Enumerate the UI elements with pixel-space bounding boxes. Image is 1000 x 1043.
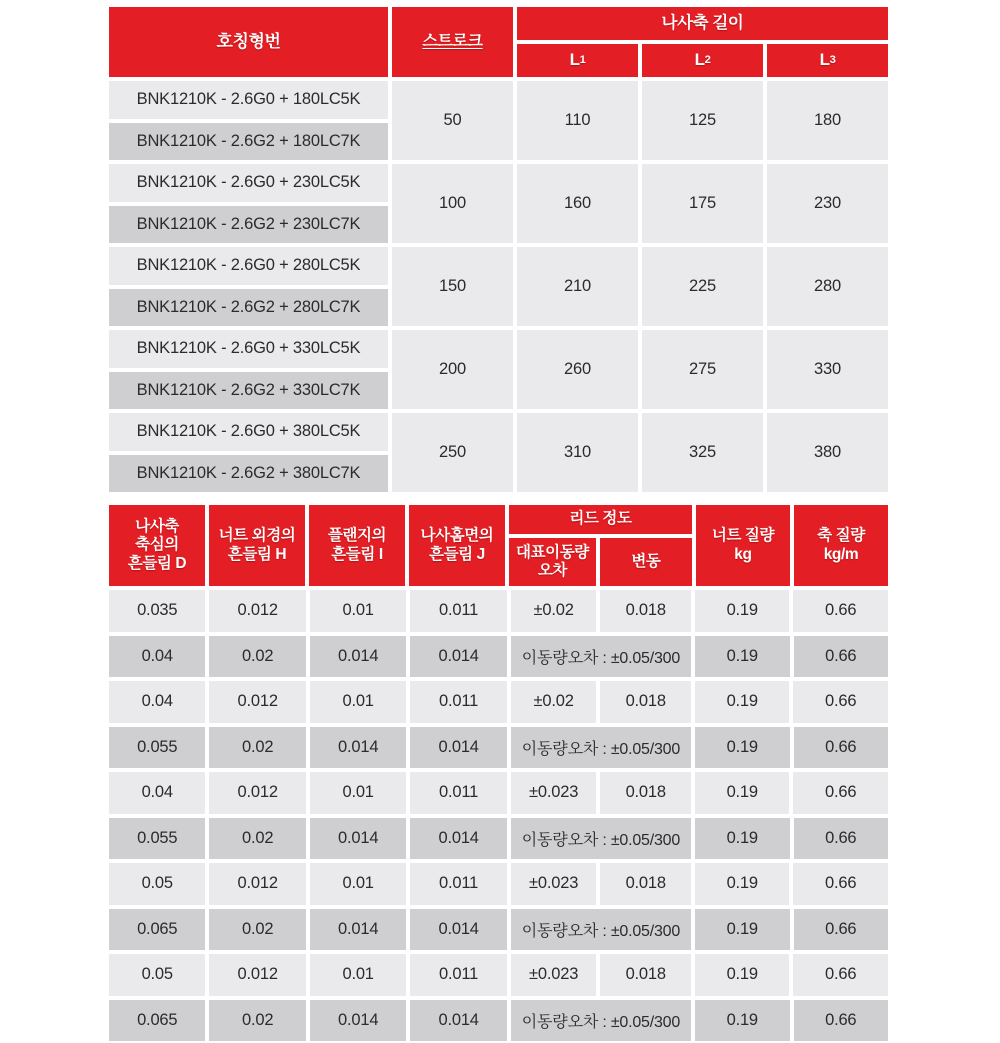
header-variation: 변동 xyxy=(598,536,694,588)
thread-face-runout-j-value: 0.011 xyxy=(408,861,508,907)
nut-od-runout-h-value: 0.02 xyxy=(207,816,307,862)
table2-body xyxy=(107,588,890,1043)
header-l1-base: L xyxy=(570,50,580,70)
l2-value: 325 xyxy=(640,411,765,494)
thread-face-runout-j-value: 0.011 xyxy=(408,770,508,816)
shaft-runout-d-value: 0.055 xyxy=(107,816,207,862)
model-name: BNK1210K - 2.6G2 + 280LC7K xyxy=(107,287,390,329)
shaft-mass-value: 0.66 xyxy=(791,952,889,998)
shaft-runout-d-value: 0.065 xyxy=(107,998,207,1043)
shaft-runout-d-value: 0.035 xyxy=(107,588,207,634)
header-nut-mass-line2: kg xyxy=(712,546,774,564)
lead-accuracy-note: 이동량오차 : ±0.05/300 xyxy=(509,907,693,953)
l2-value: 125 xyxy=(640,79,765,162)
nut-mass-value: 0.19 xyxy=(693,679,791,725)
shaft-mass-value: 0.66 xyxy=(792,816,891,862)
header-shaft-runout-d-line3: 흔들림 D xyxy=(128,555,186,573)
l1-value: 110 xyxy=(515,79,640,162)
accuracy-and-mass-table xyxy=(107,503,890,1043)
header-l2 xyxy=(640,42,765,79)
table-row-group xyxy=(107,328,890,411)
lead-accuracy-note: 이동량오차 : ±0.05/300 xyxy=(509,816,693,862)
header-shaft-length-block xyxy=(515,5,890,79)
shaft-runout-d-value: 0.065 xyxy=(107,907,207,953)
model-name-stack xyxy=(107,245,390,328)
shaft-runout-d-value: 0.04 xyxy=(107,770,207,816)
model-name-stack xyxy=(107,411,390,494)
model-name: BNK1210K - 2.6G2 + 230LC7K xyxy=(107,204,390,246)
flange-runout-i-value: 0.014 xyxy=(308,816,408,862)
nut-od-runout-h-value: 0.012 xyxy=(207,679,307,725)
l3-value: 230 xyxy=(765,162,890,245)
table2-header-row xyxy=(107,503,890,588)
table-row xyxy=(107,861,890,907)
header-shaft-length-group: 나사축 길이 xyxy=(515,5,890,42)
flange-runout-i-value: 0.014 xyxy=(308,907,408,953)
table-row xyxy=(107,770,890,816)
shaft-runout-d-value: 0.05 xyxy=(107,952,207,998)
thread-face-runout-j-value: 0.011 xyxy=(408,588,508,634)
table-row xyxy=(107,907,890,953)
shaft-mass-value: 0.66 xyxy=(791,588,889,634)
representative-travel-error-value: ±0.023 xyxy=(509,861,599,907)
nut-mass-value: 0.19 xyxy=(693,952,791,998)
header-nut-od-h-line2: 흔들림 H xyxy=(219,546,296,564)
variation-value: 0.018 xyxy=(598,952,693,998)
thread-face-runout-j-value: 0.014 xyxy=(408,907,508,953)
model-name: BNK1210K - 2.6G0 + 280LC5K xyxy=(107,245,390,287)
header-shaft-runout-d-line1: 나사축 xyxy=(128,518,186,536)
header-shaft-mass xyxy=(792,503,890,588)
variation-value: 0.018 xyxy=(598,861,693,907)
header-l3-base: L xyxy=(820,50,830,70)
model-name-stack xyxy=(107,79,390,162)
lead-accuracy-note: 이동량오차 : ±0.05/300 xyxy=(509,634,693,680)
l2-value: 275 xyxy=(640,328,765,411)
l2-value: 175 xyxy=(640,162,765,245)
shaft-length-table xyxy=(107,5,890,494)
model-name: BNK1210K - 2.6G0 + 230LC5K xyxy=(107,162,390,204)
header-nut-od-h-line1: 너트 외경의 xyxy=(219,527,296,545)
nut-od-runout-h-value: 0.012 xyxy=(207,861,307,907)
representative-travel-error-value: ±0.02 xyxy=(509,588,599,634)
header-l1 xyxy=(515,42,640,79)
stroke-value: 100 xyxy=(390,162,515,245)
header-flange-runout-i-line2: 흔들림 I xyxy=(328,546,386,564)
table-row-group xyxy=(107,162,890,245)
l3-value: 330 xyxy=(765,328,890,411)
flange-runout-i-value: 0.014 xyxy=(308,634,408,680)
header-representative-travel-line2: 오차 xyxy=(516,562,589,580)
header-shaft-mass-line2: kg/m xyxy=(817,546,865,564)
nut-mass-value: 0.19 xyxy=(693,634,792,680)
model-name: BNK1210K - 2.6G0 + 330LC5K xyxy=(107,328,390,370)
shaft-mass-value: 0.66 xyxy=(791,861,889,907)
l1-value: 260 xyxy=(515,328,640,411)
flange-runout-i-value: 0.01 xyxy=(308,770,408,816)
table-row xyxy=(107,952,890,998)
shaft-mass-value: 0.66 xyxy=(792,907,891,953)
table-row-group xyxy=(107,245,890,328)
thread-face-runout-j-value: 0.014 xyxy=(408,634,508,680)
nut-mass-value: 0.19 xyxy=(693,816,792,862)
table-row xyxy=(107,816,890,862)
header-lead-accuracy-group: 리드 정도 xyxy=(507,503,694,536)
table-row xyxy=(107,634,890,680)
header-l3 xyxy=(765,42,890,79)
header-l2-base: L xyxy=(695,50,705,70)
flange-runout-i-value: 0.01 xyxy=(308,588,408,634)
flange-runout-i-value: 0.014 xyxy=(308,998,408,1043)
l3-value: 280 xyxy=(765,245,890,328)
stroke-value: 150 xyxy=(390,245,515,328)
header-nut-mass-line1: 너트 질량 xyxy=(712,527,774,545)
header-nut-mass xyxy=(694,503,792,588)
l1-value: 310 xyxy=(515,411,640,494)
stroke-value: 250 xyxy=(390,411,515,494)
shaft-runout-d-value: 0.04 xyxy=(107,679,207,725)
table-row-group xyxy=(107,411,890,494)
model-name: BNK1210K - 2.6G2 + 330LC7K xyxy=(107,370,390,412)
header-shaft-length-subrow xyxy=(515,42,890,79)
flange-runout-i-value: 0.01 xyxy=(308,679,408,725)
header-model-no: 호칭형번 xyxy=(107,5,390,79)
l2-value: 225 xyxy=(640,245,765,328)
header-thread-face-runout-j xyxy=(407,503,507,588)
model-name: BNK1210K - 2.6G0 + 380LC5K xyxy=(107,411,390,453)
nut-od-runout-h-value: 0.02 xyxy=(207,998,307,1043)
thread-face-runout-j-value: 0.011 xyxy=(408,952,508,998)
flange-runout-i-value: 0.01 xyxy=(308,952,408,998)
l1-value: 160 xyxy=(515,162,640,245)
shaft-runout-d-value: 0.05 xyxy=(107,861,207,907)
nut-mass-value: 0.19 xyxy=(693,725,792,771)
shaft-runout-d-value: 0.055 xyxy=(107,725,207,771)
stroke-value: 50 xyxy=(390,79,515,162)
shaft-runout-d-value: 0.04 xyxy=(107,634,207,680)
nut-od-runout-h-value: 0.02 xyxy=(207,634,307,680)
nut-mass-value: 0.19 xyxy=(693,770,791,816)
shaft-mass-value: 0.66 xyxy=(792,725,891,771)
flange-runout-i-value: 0.014 xyxy=(308,725,408,771)
model-name-stack xyxy=(107,162,390,245)
nut-od-runout-h-value: 0.02 xyxy=(207,725,307,771)
table-row xyxy=(107,998,890,1043)
variation-value: 0.018 xyxy=(598,588,693,634)
header-thread-face-runout-j-line1: 나사홈면의 xyxy=(421,527,494,545)
header-lead-accuracy-block xyxy=(507,503,694,588)
representative-travel-error-value: ±0.023 xyxy=(509,952,599,998)
table-row xyxy=(107,679,890,725)
nut-od-runout-h-value: 0.012 xyxy=(207,588,307,634)
shaft-mass-value: 0.66 xyxy=(792,998,891,1043)
shaft-mass-value: 0.66 xyxy=(792,634,891,680)
nut-mass-value: 0.19 xyxy=(693,861,791,907)
table-row xyxy=(107,588,890,634)
l3-value: 380 xyxy=(765,411,890,494)
flange-runout-i-value: 0.01 xyxy=(308,861,408,907)
representative-travel-error-value: ±0.023 xyxy=(509,770,599,816)
thread-face-runout-j-value: 0.014 xyxy=(408,816,508,862)
model-name: BNK1210K - 2.6G2 + 180LC7K xyxy=(107,121,390,163)
table-row xyxy=(107,725,890,771)
header-lead-accuracy-subrow xyxy=(507,536,694,588)
header-representative-travel-error xyxy=(507,536,598,588)
nut-mass-value: 0.19 xyxy=(693,588,791,634)
nut-od-runout-h-value: 0.012 xyxy=(207,952,307,998)
l1-value: 210 xyxy=(515,245,640,328)
variation-value: 0.018 xyxy=(598,770,693,816)
header-shaft-runout-d xyxy=(107,503,207,588)
header-l1-subscript: 1 xyxy=(580,54,586,67)
header-l2-subscript: 2 xyxy=(705,54,711,67)
l3-value: 180 xyxy=(765,79,890,162)
header-shaft-mass-line1: 축 질량 xyxy=(817,527,865,545)
header-nut-od-h xyxy=(207,503,307,588)
representative-travel-error-value: ±0.02 xyxy=(509,679,599,725)
thread-face-runout-j-value: 0.014 xyxy=(408,725,508,771)
shaft-mass-value: 0.66 xyxy=(791,770,889,816)
shaft-mass-value: 0.66 xyxy=(791,679,889,725)
header-shaft-runout-d-line2: 축심의 xyxy=(128,536,186,554)
thread-face-runout-j-value: 0.014 xyxy=(408,998,508,1043)
header-flange-runout-i xyxy=(307,503,407,588)
table-row-group xyxy=(107,79,890,162)
header-stroke: 스트로크 xyxy=(390,5,515,79)
model-name: BNK1210K - 2.6G0 + 180LC5K xyxy=(107,79,390,121)
model-name-stack xyxy=(107,328,390,411)
variation-value: 0.018 xyxy=(598,679,693,725)
lead-accuracy-note: 이동량오차 : ±0.05/300 xyxy=(509,998,693,1043)
nut-od-runout-h-value: 0.02 xyxy=(207,907,307,953)
model-name: BNK1210K - 2.6G2 + 380LC7K xyxy=(107,453,390,495)
nut-mass-value: 0.19 xyxy=(693,998,792,1043)
nut-mass-value: 0.19 xyxy=(693,907,792,953)
nut-od-runout-h-value: 0.012 xyxy=(207,770,307,816)
thread-face-runout-j-value: 0.011 xyxy=(408,679,508,725)
lead-accuracy-note: 이동량오차 : ±0.05/300 xyxy=(509,725,693,771)
table1-header-row xyxy=(107,5,890,79)
header-representative-travel-line1: 대표이동량 xyxy=(516,544,589,562)
stroke-value: 200 xyxy=(390,328,515,411)
header-l3-subscript: 3 xyxy=(830,54,836,67)
header-flange-runout-i-line1: 플랜지의 xyxy=(328,527,386,545)
header-thread-face-runout-j-line2: 흔들림 J xyxy=(421,546,494,564)
